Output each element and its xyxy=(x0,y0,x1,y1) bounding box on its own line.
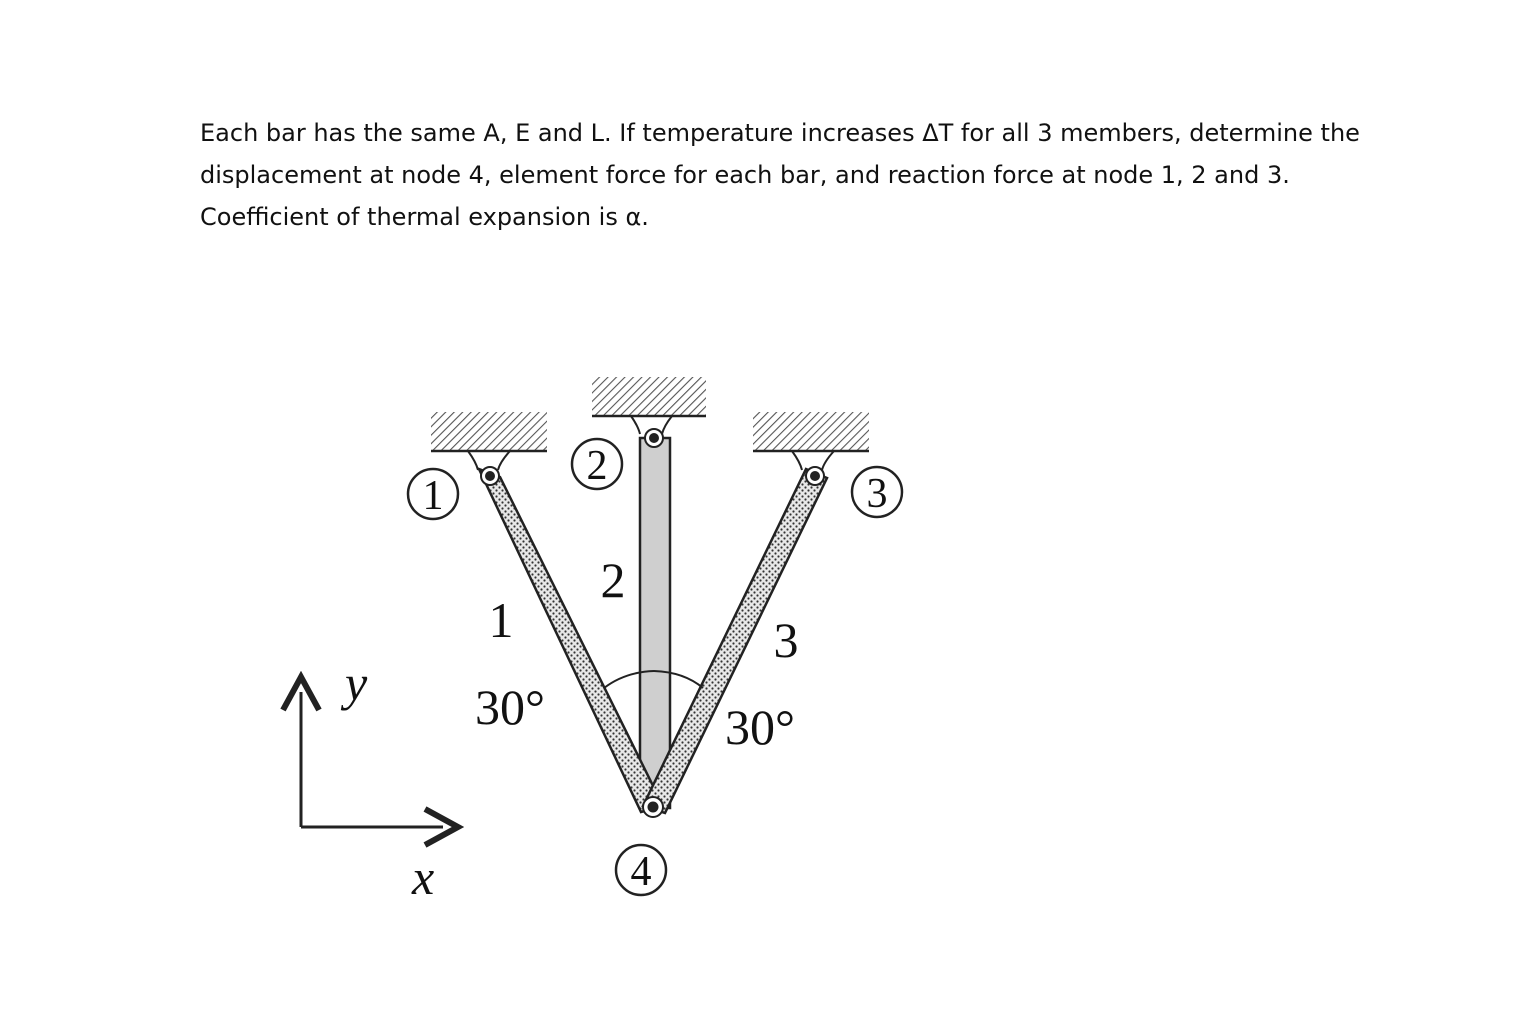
support-3 xyxy=(753,412,869,470)
pin-node-4 xyxy=(643,797,663,817)
x-axis-label: x xyxy=(412,849,435,905)
node-2-label xyxy=(572,439,622,489)
problem-line-2: displacement at node 4, element force for each bar, and reaction force at node 1, 2 and 3. xyxy=(200,161,1290,189)
coordinate-axes xyxy=(301,655,443,905)
support-1 xyxy=(431,412,547,470)
node-4-label xyxy=(616,845,666,895)
node-2-text: 2 xyxy=(586,443,608,489)
pin-node-3 xyxy=(806,467,824,485)
pin-node-1 xyxy=(481,467,499,485)
bar-2 xyxy=(640,438,670,808)
problem-line-3: Coefficient of thermal expansion is α. xyxy=(200,203,649,231)
node-1-text: 1 xyxy=(422,473,444,519)
problem-line-1: Each bar has the same A, E and L. If temperature increases ΔT for all 3 members, determine the xyxy=(200,119,1360,147)
angle-label-right: 30° xyxy=(725,699,795,755)
pin-node-2 xyxy=(645,429,663,447)
element-1-label: 1 xyxy=(488,592,514,648)
node-3-text: 3 xyxy=(866,471,888,517)
support-2 xyxy=(592,377,706,434)
element-2-label: 2 xyxy=(600,552,626,608)
element-3-label: 3 xyxy=(773,612,799,668)
node-3-label xyxy=(852,467,902,517)
node-4-text: 4 xyxy=(630,849,652,895)
angle-label-left: 30° xyxy=(475,679,545,735)
node-1-label xyxy=(408,469,458,519)
y-axis-label: y xyxy=(345,655,368,711)
